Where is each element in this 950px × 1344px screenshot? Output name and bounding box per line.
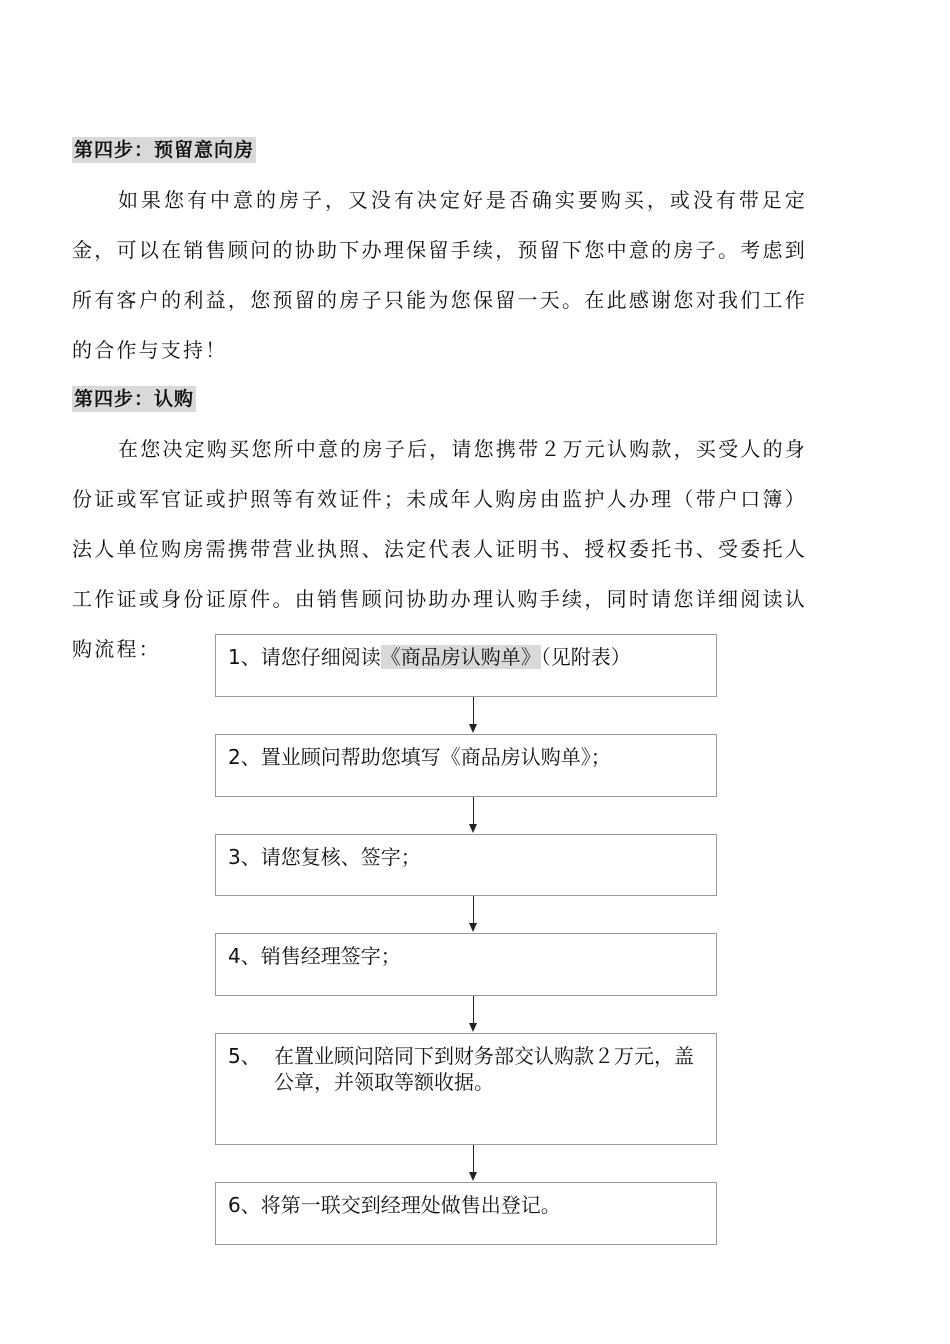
flow-step-4-text: 4、销售经理签字； [228, 944, 401, 968]
flow-step-3-text: 3、请您复核、签字； [228, 845, 421, 869]
flow-arrow-3 [473, 896, 475, 934]
flow-step-4 [215, 933, 717, 996]
flow-arrow-2 [473, 797, 475, 835]
flow-step-5-number: 5、 [228, 1044, 261, 1068]
flow-step-1 [215, 634, 717, 697]
section-heading-reserve: 第四步：预留意向房 [74, 139, 255, 161]
section-paragraph-subscribe: 在您决定购买您所中意的房子后，请您携带２万元认购款，买受人的身份证或军官证或护照等有效证件；未成年人购房由监护人办理（带户口簿）法人单位购房需携带营业执照、法定代表人证明书、授权委托书、受委托人工作证或身份证原件。由销售顾问协助办理认购手续，同时请您详细阅读认购流程： [72, 437, 807, 661]
flow-step-1-suffix: （见附表） [540, 645, 631, 669]
flow-step-5-text: 在置业顾问陪同下到财务部交认购款２万元，盖公章，并领取等额收据。 [274, 1044, 694, 1094]
section-heading-subscribe: 第四步：认购 [74, 388, 195, 410]
flow-step-6 [215, 1182, 717, 1245]
flow-step-6-text: 6、将第一联交到经理处做售出登记。 [228, 1193, 561, 1217]
flow-arrow-4 [473, 996, 475, 1034]
flow-step-3 [215, 834, 717, 896]
flow-step-5 [215, 1033, 717, 1145]
flow-step-2-text: 2、置业顾问帮助您填写《商品房认购单》； [228, 745, 611, 769]
flow-step-2 [215, 734, 717, 797]
flow-arrow-1 [473, 697, 475, 735]
flow-arrow-5 [473, 1145, 475, 1183]
flow-step-1-highlight: 《商品房认购单》 [380, 645, 541, 669]
section-paragraph-reserve: 如果您有中意的房子，又没有决定好是否确实要购买，或没有带足定金，可以在销售顾问的协助下办理保留手续，预留下您中意的房子。考虑到所有客户的利益，您预留的房子只能为您保留一天。在此感谢您对我们工作的合作与支持！ [72, 188, 807, 362]
flow-step-1-prefix: 1、请您仔细阅读 [228, 645, 381, 669]
